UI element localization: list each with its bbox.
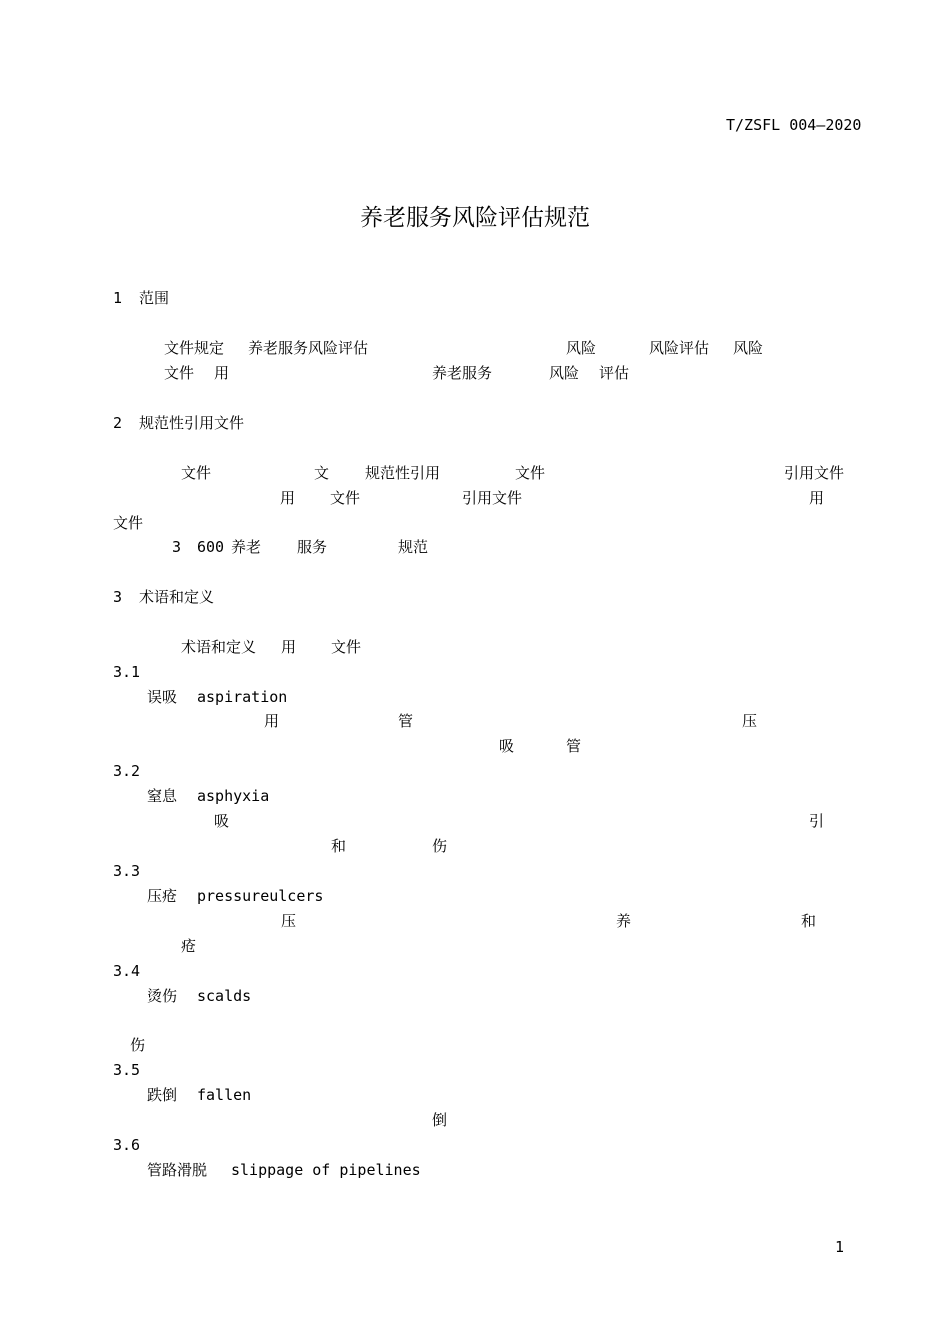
section-2-text-fragment: 文件 <box>181 464 212 482</box>
term-text-fragment: 和 <box>331 837 347 855</box>
section-3-text-fragment: 文件 <box>331 638 362 656</box>
section-3-text-fragment: 用 <box>281 638 297 656</box>
document-title: 养老服务风险评估规范 <box>360 205 590 231</box>
term-text-fragment: 养 <box>616 912 632 930</box>
term-text-fragment: 伤 <box>130 1036 146 1054</box>
term-text-fragment: 管 <box>398 712 414 730</box>
section-2-text-fragment: 600 <box>197 538 225 556</box>
term-text-fragment: 管 <box>566 737 582 755</box>
term-number: 3.3 <box>113 862 141 880</box>
section-1-text-fragment: 文件 <box>164 364 195 382</box>
section-2-text-fragment: 规范性引用 <box>365 464 441 482</box>
term-chinese: 烫伤 <box>147 987 178 1005</box>
term-text-fragment: 疮 <box>181 937 197 955</box>
section-2-text-fragment: 用 <box>809 489 825 507</box>
section-1-text-fragment: 养老服务风险评估 <box>248 339 369 357</box>
term-text-fragment: 倒 <box>432 1111 448 1129</box>
document-code: T/ZSFL 004—2020 <box>726 116 862 134</box>
term-english: aspiration <box>197 688 288 706</box>
section-2-number: 2 <box>113 414 123 432</box>
term-text-fragment: 伤 <box>432 837 448 855</box>
section-2-heading: 规范性引用文件 <box>139 414 245 432</box>
section-2-text-fragment: 引用文件 <box>784 464 845 482</box>
term-number: 3.2 <box>113 762 141 780</box>
term-chinese: 压疮 <box>147 887 178 905</box>
term-text-fragment: 和 <box>801 912 817 930</box>
section-1-text-fragment: 风险 <box>733 339 764 357</box>
section-1-text-fragment: 风险评估 <box>649 339 710 357</box>
term-text-fragment: 压 <box>281 912 297 930</box>
term-number: 3.4 <box>113 962 141 980</box>
section-3-heading: 术语和定义 <box>139 588 215 606</box>
term-text-fragment: 压 <box>742 712 758 730</box>
term-text-fragment: 用 <box>264 712 280 730</box>
term-english: slippage of pipelines <box>231 1161 421 1179</box>
section-2-text-fragment: 文件 <box>113 514 144 532</box>
term-text-fragment: 吸 <box>499 737 515 755</box>
term-english: fallen <box>197 1086 252 1104</box>
term-english: pressureulcers <box>197 887 324 905</box>
section-2-text-fragment: 用 <box>280 489 296 507</box>
section-1-number: 1 <box>113 289 123 307</box>
section-3-number: 3 <box>113 588 123 606</box>
section-1-text-fragment: 养老服务 <box>432 364 493 382</box>
term-number: 3.1 <box>113 663 141 681</box>
section-2-text-fragment: 文件 <box>330 489 361 507</box>
term-chinese: 误吸 <box>147 688 178 706</box>
section-2-text-fragment: 规范 <box>398 538 429 556</box>
section-1-text-fragment: 评估 <box>599 364 630 382</box>
section-2-text-fragment: 养老 <box>231 538 262 556</box>
section-3-text-fragment: 术语和定义 <box>181 638 257 656</box>
section-1-heading: 范围 <box>139 289 170 307</box>
section-1-text-fragment: 风险 <box>566 339 597 357</box>
section-2-text-fragment: 文件 <box>515 464 546 482</box>
section-1-text-fragment: 文件规定 <box>164 339 225 357</box>
section-2-text-fragment: 服务 <box>297 538 328 556</box>
term-text-fragment: 引 <box>809 812 825 830</box>
term-number: 3.6 <box>113 1136 141 1154</box>
term-number: 3.5 <box>113 1061 141 1079</box>
term-chinese: 跌倒 <box>147 1086 178 1104</box>
section-1-text-fragment: 用 <box>214 364 230 382</box>
section-2-text-fragment: 引用文件 <box>462 489 523 507</box>
section-2-text-fragment: 3 <box>172 538 182 556</box>
page-number: 1 <box>835 1238 845 1256</box>
term-chinese: 管路滑脱 <box>147 1161 208 1179</box>
term-english: scalds <box>197 987 252 1005</box>
term-text-fragment: 吸 <box>214 812 230 830</box>
term-english: asphyxia <box>197 787 270 805</box>
section-2-text-fragment: 文 <box>314 464 330 482</box>
term-chinese: 窒息 <box>147 787 178 805</box>
section-1-text-fragment: 风险 <box>549 364 580 382</box>
